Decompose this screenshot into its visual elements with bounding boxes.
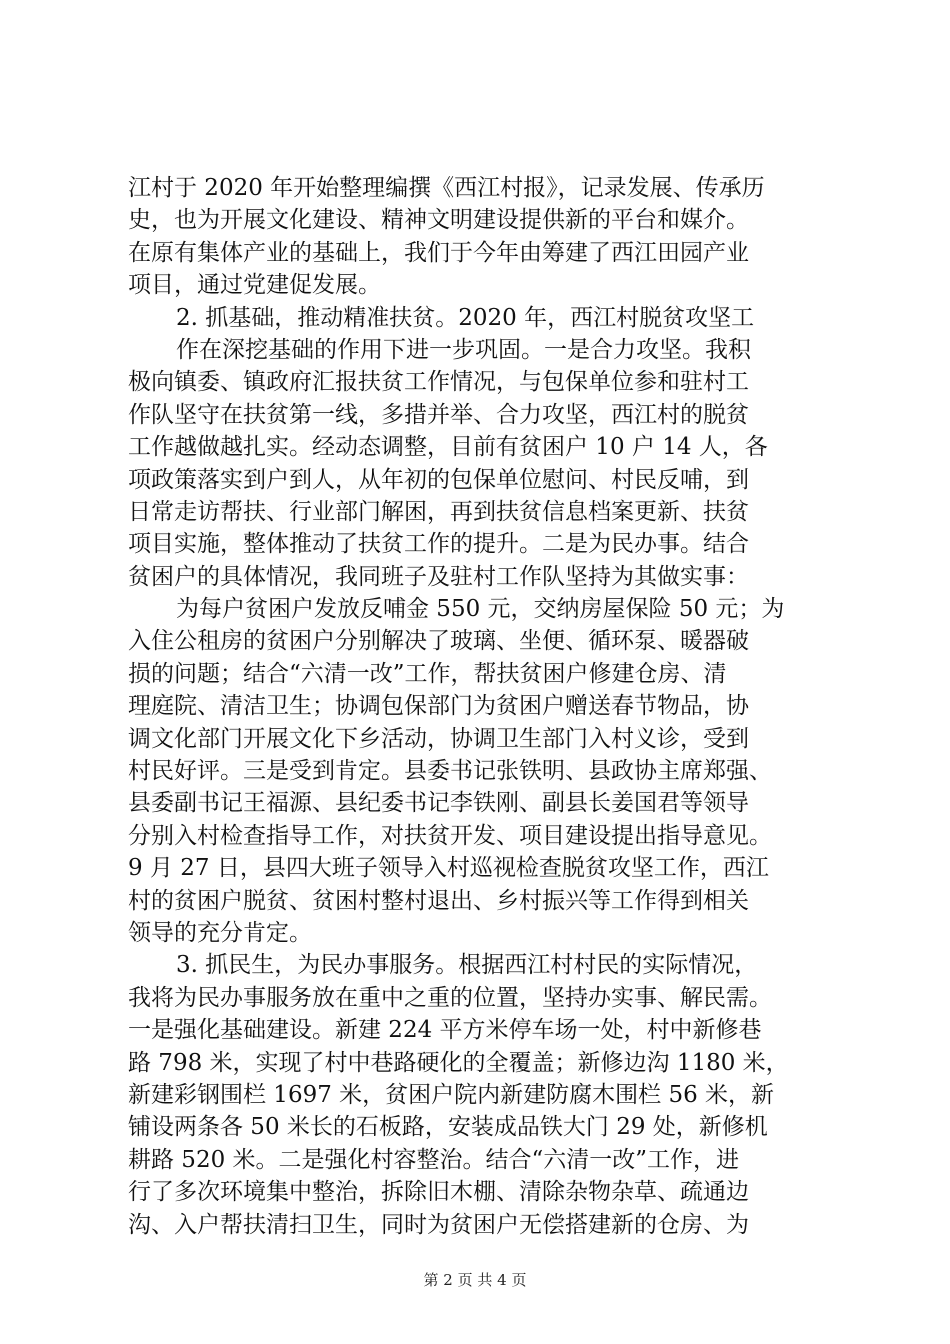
body-line: 极向镇委、镇政府汇报扶贫工作情况，与包保单位参和驻村工: [128, 369, 749, 396]
body-line: 入住公租房的贫困户分别解决了玻璃、坐便、循环泵、暖器破: [128, 628, 749, 655]
body-line: 损的问题；结合“六清一改”工作，帮扶贫困户修建仓房、清: [128, 660, 727, 687]
body-line: 村的贫困户脱贫、贫困村整村退出、乡村振兴等工作得到相关: [128, 887, 749, 914]
body-line: 史，也为开展文化建设、精神文明建设提供新的平台和媒介。: [128, 207, 749, 234]
page-footer: [0, 1270, 950, 1290]
document-body: [128, 172, 828, 1241]
body-line: 县委副书记王福源、县纪委书记李铁刚、副县长姜国君等领导: [128, 790, 749, 817]
body-line: 在原有集体产业的基础上，我们于今年由筹建了西江田园产业: [128, 239, 749, 266]
body-line: 分别入村检查指导工作，对扶贫开发、项目建设提出指导意见。: [128, 822, 772, 849]
paragraph-start-line: 作在深挖基础的作用下进一步巩固。一是合力攻坚。我积: [176, 336, 751, 363]
body-line: 新建彩钢围栏 1697 米，贫困户院内新建防腐木围栏 56 米，新: [128, 1081, 775, 1108]
body-line: 调文化部门开展文化下乡活动，协调卫生部门入村义诊，受到: [128, 725, 749, 752]
body-line: 一是强化基础建设。新建 224 平方米停车场一处，村中新修巷: [128, 1017, 762, 1044]
body-line: 作队坚守在扶贫第一线，多措并举、合力攻坚，西江村的脱贫: [128, 401, 749, 428]
body-line: 铺设两条各 50 米长的石板路，安装成品铁大门 29 处，新修机: [128, 1114, 768, 1141]
body-line: 路 798 米，实现了村中巷路硬化的全覆盖；新修边沟 1180 米，: [128, 1049, 789, 1076]
body-line: 村民好评。三是受到肯定。县委书记张铁明、县政协主席郑强、: [128, 758, 772, 785]
body-line: 领导的充分肯定。: [128, 919, 312, 946]
body-line: 理庭院、清洁卫生；协调包保部门为贫困户赠送春节物品，协: [128, 693, 749, 720]
body-line: 项政策落实到户到人，从年初的包保单位慰问、村民反哺，到: [128, 466, 749, 493]
body-line: 日常走访帮扶、行业部门解困，再到扶贫信息档案更新、扶贫: [128, 498, 749, 525]
page-number-label: 第 2 页 共 4 页: [423, 1271, 527, 1289]
body-line: 沟、入户帮扶清扫卫生，同时为贫困户无偿搭建新的仓房、为: [128, 1211, 749, 1238]
body-line: 工作越做越扎实。经动态调整，目前有贫困户 10 户 14 人，各: [128, 434, 768, 461]
body-line: 项目实施，整体推动了扶贫工作的提升。二是为民办事。结合: [128, 531, 749, 558]
body-line: 项目，通过党建促发展。: [128, 272, 381, 299]
body-line: 我将为民办事服务放在重中之重的位置，坚持办实事、解民需。: [128, 984, 772, 1011]
paragraph-start-line: 为每户贫困户发放反哺金 550 元，交纳房屋保险 50 元；为: [176, 596, 785, 623]
paragraph-start-line: 2. 抓基础，推动精准扶贫。2020 年，西江村脱贫攻坚工: [176, 304, 755, 331]
body-line: 耕路 520 米。二是强化村容整治。结合“六清一改”工作，进: [128, 1146, 740, 1173]
paragraph-start-line: 3. 抓民生，为民办事服务。根据西江村村民的实际情况，: [176, 952, 758, 979]
body-line: 9 月 27 日，县四大班子领导入村巡视检查脱贫攻坚工作，西江: [128, 855, 769, 882]
body-line: 贫困户的具体情况，我同班子及驻村工作队坚持为其做实事：: [128, 563, 749, 590]
body-line: 江村于 2020 年开始整理编撰《西江村报》，记录发展、传承历: [128, 175, 765, 201]
body-line: 行了多次环境集中整治，拆除旧木棚、清除杂物杂草、疏通边: [128, 1179, 749, 1206]
